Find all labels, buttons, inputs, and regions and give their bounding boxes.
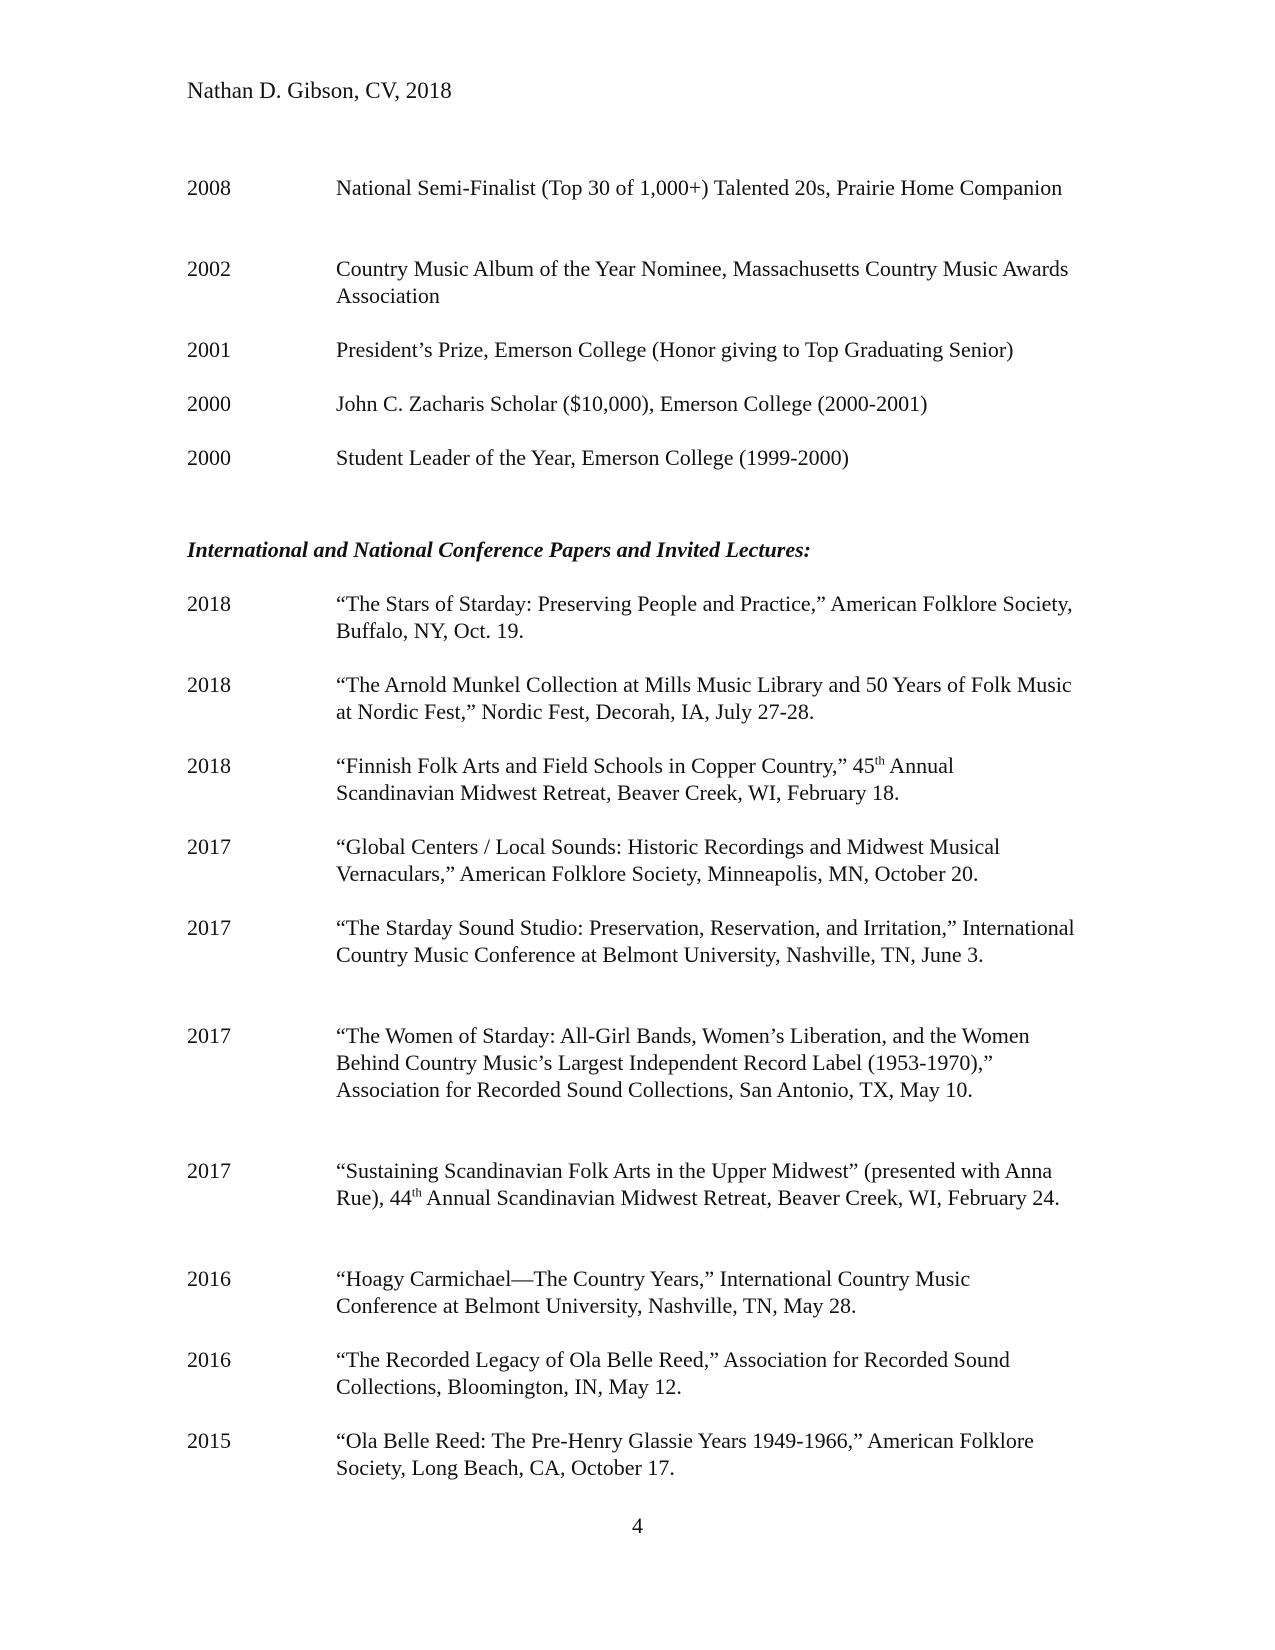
page-header: Nathan D. Gibson, CV, 2018 [187,78,452,103]
award-year: 2008 [187,175,231,200]
paper-text: “The Recorded Legacy of Ola Belle Reed,” Association for Recorded Sound Collections, Bloomington, IN, May 12. [336,1347,1010,1399]
award-year: 2000 [187,445,231,470]
paper-text-part: Annual Scandinavian Midwest Retreat, Beaver Creek, WI, February 18. [336,753,954,805]
ordinal-suffix: th [411,1184,422,1200]
paper-year: 2017 [187,1158,231,1183]
paper-text: “The Women of Starday: All-Girl Bands, Women’s Liberation, and the Women Behind Country Music’s Largest Independent Record Label (1953-1970),” Association for Recorded Sound Collections, San Antonio, TX, May 10. [336,1023,1030,1102]
paper-year: 2016 [187,1347,231,1372]
paper-text: “Ola Belle Reed: The Pre-Henry Glassie Years 1949-1966,” American Folklore Society, Long Beach, CA, October 17. [336,1428,1034,1480]
paper-text [336,1157,1076,1211]
paper-text [336,752,1076,806]
award-text: Country Music Album of the Year Nominee, Massachusetts Country Music Awards Association [336,256,1069,308]
award-text: John C. Zacharis Scholar ($10,000), Emerson College (2000-2001) [336,391,928,416]
award-year: 2000 [187,391,231,416]
paper-text-part: “Sustaining Scandinavian Folk Arts in the Upper Midwest” (presented with Anna Rue), 44 [336,1158,1053,1210]
paper-year: 2016 [187,1266,231,1291]
paper-text-part: Annual Scandinavian Midwest Retreat, Beaver Creek, WI, February 24. [421,1185,1060,1210]
paper-year: 2018 [187,753,231,778]
paper-text: “The Starday Sound Studio: Preservation, Reservation, and Irritation,” International Country Music Conference at Belmont University, Nashville, TN, June 3. [336,915,1075,967]
award-text: National Semi-Finalist (Top 30 of 1,000+) Talented 20s, Prairie Home Companion [336,175,1063,200]
paper-year: 2018 [187,591,231,616]
paper-text: “The Stars of Starday: Preserving People and Practice,” American Folklore Society, Buffalo, NY, Oct. 19. [336,591,1073,643]
paper-year: 2015 [187,1428,231,1453]
award-year: 2002 [187,256,231,281]
award-text: President’s Prize, Emerson College (Honor giving to Top Graduating Senior) [336,337,1014,362]
ordinal-suffix: th [874,752,885,768]
paper-year: 2017 [187,1023,231,1048]
paper-text: “Hoagy Carmichael—The Country Years,” International Country Music Conference at Belmont University, Nashville, TN, May 28. [336,1266,971,1318]
award-year: 2001 [187,337,231,362]
paper-year: 2018 [187,672,231,697]
paper-text: “The Arnold Munkel Collection at Mills Music Library and 50 Years of Folk Music at Nordic Fest,” Nordic Fest, Decorah, IA, July 27-28. [336,672,1072,724]
paper-text-part: “Finnish Folk Arts and Field Schools in Copper Country,” 45 [336,753,875,778]
award-text: Student Leader of the Year, Emerson College (1999-2000) [336,445,849,470]
paper-text: “Global Centers / Local Sounds: Historic Recordings and Midwest Musical Vernaculars,” American Folklore Society, Minneapolis, MN, October 20. [336,834,1001,886]
section-heading: International and National Conference Papers and Invited Lectures: [187,537,811,562]
paper-year: 2017 [187,915,231,940]
page-number: 4 [632,1513,643,1538]
paper-year: 2017 [187,834,231,859]
